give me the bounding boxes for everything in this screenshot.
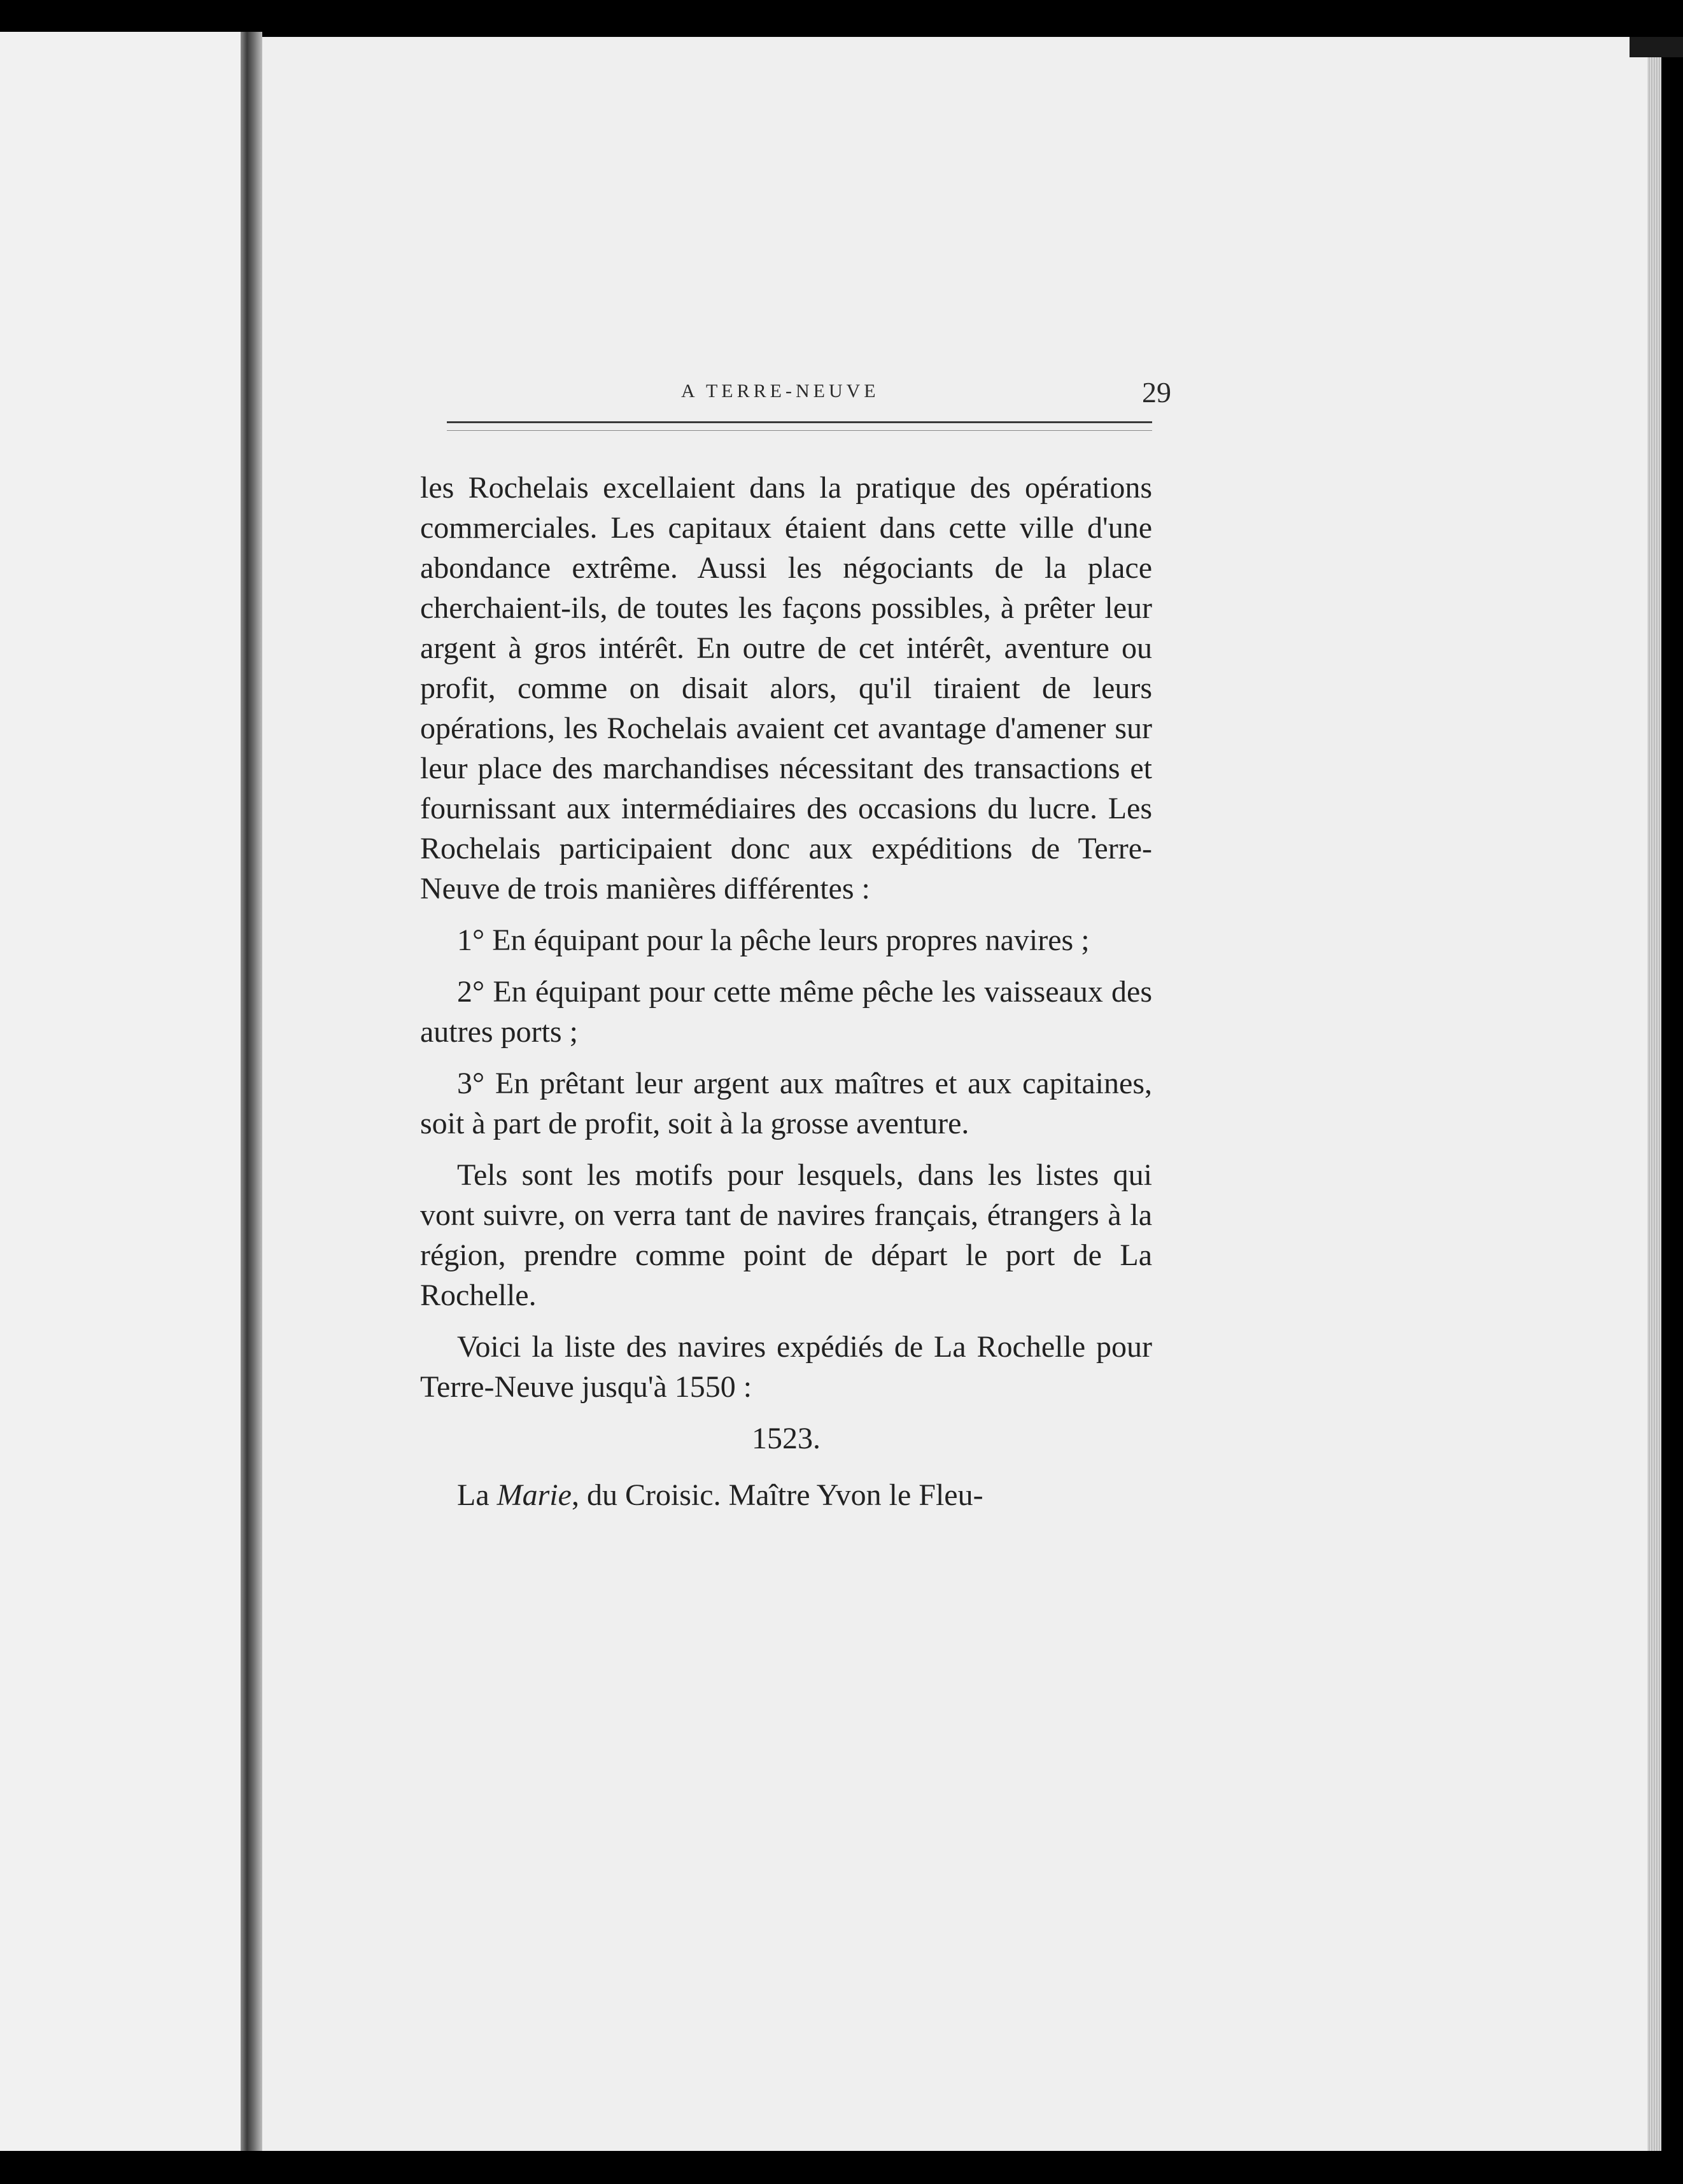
body-text bbox=[420, 468, 1152, 1515]
page-edges bbox=[1647, 51, 1661, 2151]
ship-name: Marie bbox=[496, 1478, 572, 1512]
page-number: 29 bbox=[1142, 376, 1171, 409]
scan-border bbox=[1630, 37, 1683, 57]
paragraph: les Rochelais excellaient dans la pratique des opérations commerciales. Les capitaux étaient dans cette ville d'une abondance extrême. Aussi les négociants de la place cherchaient-ils, de toutes les façons possibles, à prêter leur argent à gros intérêt. En outre de cet intérêt, aventure ou profit, comme on disait alors, qu'il tiraient de leurs opérations, les Rochelais avaient cet avantage d'amener sur leur place des marchandises nécessitant des transactions et fournissant aux intermédiaires des occasions du lucre. Les Rochelais participaient donc aux expéditions de Terre-Neuve de trois manières différentes : bbox=[420, 471, 1152, 906]
left-page bbox=[0, 32, 241, 2151]
running-head bbox=[439, 375, 1178, 414]
list-item: 3° En prêtant leur argent aux maîtres et aux capitaines, soit à part de profit, soit à la grosse aventure. bbox=[420, 1067, 1152, 1140]
year-heading: 1523. bbox=[752, 1422, 820, 1455]
entry-prefix: La bbox=[457, 1478, 497, 1512]
header-rule-thin bbox=[447, 430, 1152, 431]
paragraph: Tels sont les motifs pour lesquels, dans les listes qui vont suivre, on verra tant de navires français, étrangers à la région, prendre comme point de départ le port de La Rochelle. bbox=[420, 1158, 1152, 1312]
book-gutter bbox=[241, 32, 262, 2151]
header-rule bbox=[447, 421, 1152, 423]
paragraph: Voici la liste des navires expédiés de La Rochelle pour Terre-Neuve jusqu'à 1550 : bbox=[420, 1330, 1152, 1404]
entry-suffix: , du Croisic. Maître Yvon le Fleu- bbox=[571, 1478, 983, 1512]
list-item: 1° En équipant pour la pêche leurs propres navires ; bbox=[457, 923, 1090, 957]
running-title: A TERRE-NEUVE bbox=[681, 381, 880, 402]
list-item: 2° En équipant pour cette même pêche les vaisseaux des autres ports ; bbox=[420, 975, 1152, 1049]
ship-entry bbox=[420, 1475, 1152, 1515]
